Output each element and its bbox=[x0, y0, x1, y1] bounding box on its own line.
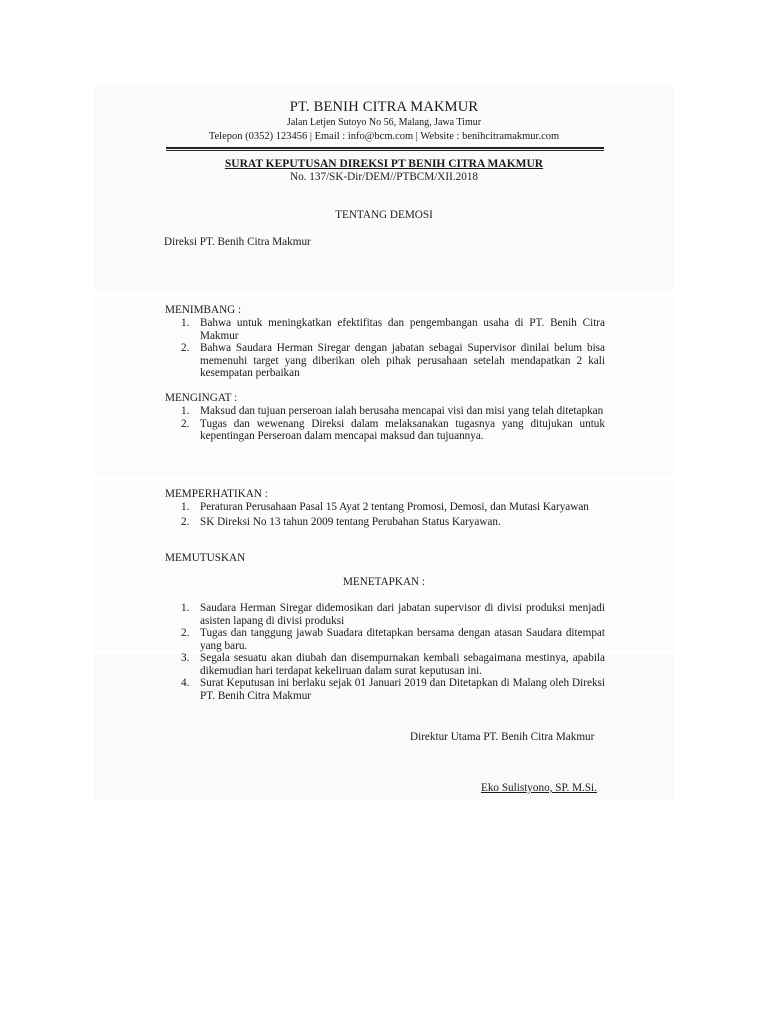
item-number: 1. bbox=[181, 501, 190, 513]
item-number: 1. bbox=[181, 317, 190, 329]
list-item bbox=[181, 652, 605, 677]
item-text: Saudara Herman Siregar didemosikan dari jabatan supervisor di divisi produksi menjadi asisten lapang di divisi produksi bbox=[200, 602, 605, 627]
item-text: Peraturan Perusahaan Pasal 15 Ayat 2 tentang Promosi, Demosi, dan Mutasi Karyawan bbox=[200, 501, 589, 513]
memutuskan-heading: MEMUTUSKAN bbox=[165, 552, 246, 564]
document-subject: TENTANG DEMOSI bbox=[335, 209, 433, 221]
list-item bbox=[181, 677, 605, 702]
item-number: 4. bbox=[181, 677, 190, 689]
letterhead-divider-thick bbox=[166, 147, 604, 149]
company-contact: Telepon (0352) 123456 | Email : info@bcm.com | Website : benihcitramakmur.com bbox=[208, 131, 560, 142]
memperhatikan-list bbox=[181, 501, 605, 528]
item-number: 2. bbox=[181, 515, 190, 528]
item-text: Surat Keputusan ini berlaku sejak 01 Januari 2019 dan Ditetapkan di Malang oleh Direksi PT. Benih Citra Makmur bbox=[200, 677, 605, 702]
item-number: 2. bbox=[181, 342, 190, 354]
menimbang-heading: MENIMBANG : bbox=[165, 304, 242, 316]
signature-name: Eko Sulistyono, SP. M.Si. bbox=[481, 782, 597, 794]
list-item bbox=[181, 405, 605, 418]
document-title bbox=[94, 158, 674, 171]
item-text: Tugas dan wewenang Direksi dalam melaksanakan tugasnya yang ditujukan untuk kepentingan Perseroan dalam mencapai maksud dan tujuannya. bbox=[200, 417, 605, 442]
company-name: PT. BENIH CITRA MAKMUR bbox=[289, 99, 479, 115]
letterhead-divider-thin bbox=[166, 150, 604, 151]
signature-role: Direktur Utama PT. Benih Citra Makmur bbox=[410, 731, 595, 743]
document-title-text: SURAT KEPUTUSAN DIREKSI PT BENIH CITRA MAKMUR bbox=[224, 158, 544, 170]
list-item bbox=[181, 516, 605, 529]
memutuskan-list bbox=[181, 602, 605, 702]
item-text: Tugas dan tanggung jawab Suadara ditetapkan bersama dengan atasan Saudara ditempat yang baru. bbox=[200, 627, 605, 652]
menetapkan-heading: MENETAPKAN : bbox=[342, 576, 426, 588]
item-text: Maksud dan tujuan perseroan ialah berusaha mencapai visi dan misi yang telah ditetapkan bbox=[200, 405, 604, 417]
item-number: 1. bbox=[181, 602, 190, 614]
item-number: 1. bbox=[181, 405, 190, 417]
list-item bbox=[181, 602, 605, 627]
list-item bbox=[181, 342, 605, 380]
document-issuer: Direksi PT. Benih Citra Makmur bbox=[164, 236, 311, 248]
mengingat-list bbox=[181, 405, 605, 443]
item-text: Bahwa untuk meningkatkan efektifitas dan pengembangan usaha di PT. Benih Citra Makmur bbox=[200, 317, 605, 342]
company-address: Jalan Letjen Sutoyo No 56, Malang, Jawa Timur bbox=[286, 117, 482, 128]
list-item bbox=[181, 627, 605, 652]
item-number: 2. bbox=[181, 627, 190, 639]
item-text: SK Direksi No 13 tahun 2009 tentang Perubahan Status Karyawan. bbox=[200, 515, 501, 528]
item-text: Segala sesuatu akan diubah dan disempurnakan kembali sebagaimana mestinya, apabila dikemudian hari terdapat kekeliruan dalam surat keputusan ini. bbox=[200, 652, 605, 677]
item-number: 2. bbox=[181, 417, 190, 430]
list-item bbox=[181, 317, 605, 342]
menimbang-list bbox=[181, 317, 605, 380]
document-number: No. 137/SK-Dir/DEM//PTBCM/XII.2018 bbox=[289, 171, 479, 183]
list-item bbox=[181, 418, 605, 443]
list-item bbox=[181, 501, 605, 514]
mengingat-heading: MENGINGAT : bbox=[165, 392, 238, 404]
item-text: Bahwa Saudara Herman Siregar dengan jabatan sebagai Supervisor dinilai belum bisa memenuhi target yang diberikan oleh pihak perusahaan setelah mendapatkan 2 kali kesempatan perbaikan bbox=[200, 342, 605, 379]
item-number: 3. bbox=[181, 652, 190, 664]
memperhatikan-heading: MEMPERHATIKAN : bbox=[165, 488, 268, 500]
